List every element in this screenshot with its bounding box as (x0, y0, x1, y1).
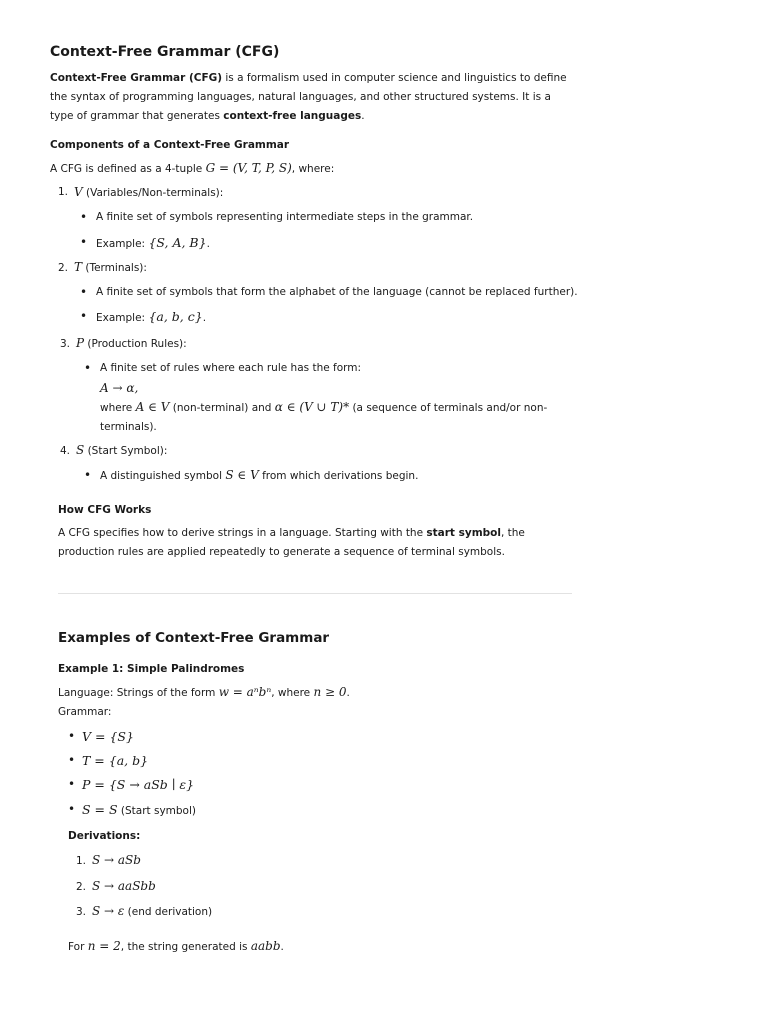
item-label: S (Start Symbol): (76, 443, 168, 457)
list-item: • A finite set of symbols that form the alphabet of the language (cannot be replaced further). (96, 283, 578, 302)
result-line: For n = 2, the string generated is aabb. (68, 939, 284, 953)
production-rule: A → α, (100, 381, 139, 395)
list-item: • P = {S → aSb ∣ ε} (82, 775, 194, 796)
components-heading: Components of a Context-Free Grammar (50, 139, 290, 151)
item-label: P (Production Rules): (76, 336, 187, 350)
derivation-number: 3. (76, 906, 87, 918)
grammar-label: Grammar: (58, 706, 112, 718)
derivation-step: S → ε (end derivation) (92, 904, 213, 918)
item-number: 4. (60, 445, 71, 457)
list-item: • A finite set of symbols representing intermediate steps in the grammar. (96, 208, 473, 227)
example1-heading: Example 1: Simple Palindromes (58, 663, 245, 675)
section-divider (58, 593, 572, 594)
intro-text: is a formalism used in computer science and linguistics to define the syntax of programming languages, natural languages, and other structured systems. It is a type of grammar that generates (50, 72, 567, 122)
list-item: • A finite set of rules where each rule has the form: A → α, where A ∈ V (non-terminal) and α ∈ (V ∪ T)* (a sequence of terminals and/or non-terminals). (100, 359, 560, 437)
intro-end: . (361, 110, 365, 122)
derivation-step: S → aaSbb (92, 879, 156, 893)
list-item: • Example: {S, A, B}. (96, 233, 210, 254)
item-label: V (Variables/Non-terminals): (74, 185, 224, 199)
components-definition: A CFG is defined as a 4-tuple G = (V, T, P, S), where: (50, 161, 335, 175)
intro-lead-bold: Context-Free Grammar (CFG) (50, 72, 223, 84)
derivations-heading: Derivations: (68, 830, 141, 842)
how-paragraph: A CFG specifies how to derive strings in a language. Starting with the start symbol, the production rules are applied repeatedly to generate a sequence of terminal symbols. (58, 527, 525, 558)
item-number: 1. (58, 186, 69, 198)
item-number: 2. (58, 262, 69, 274)
examples-heading: Examples of Context-Free Grammar (58, 630, 330, 646)
how-heading: How CFG Works (58, 504, 152, 516)
intro-paragraph (50, 69, 570, 126)
list-item: • S = S (Start symbol) (82, 800, 196, 821)
derivation-number: 1. (76, 855, 87, 867)
tuple-math: G = (V, T, P, S) (205, 161, 292, 175)
derivation-number: 2. (76, 881, 87, 893)
language-line: Language: Strings of the form w = aⁿbⁿ, where n ≥ 0. (58, 685, 350, 699)
list-item: • T = {a, b} (82, 751, 148, 772)
list-item: • V = {S} (82, 727, 134, 748)
list-item: • A distinguished symbol S ∈ V from which derivations begin. (100, 466, 418, 486)
item-number: 3. (60, 338, 71, 350)
intro-bold-tail: context-free languages (223, 110, 362, 122)
page-title: Context-Free Grammar (CFG) (50, 44, 280, 60)
item-label: T (Terminals): (74, 260, 147, 274)
list-item: • Example: {a, b, c}. (96, 307, 206, 328)
derivation-step: S → aSb (92, 853, 141, 867)
